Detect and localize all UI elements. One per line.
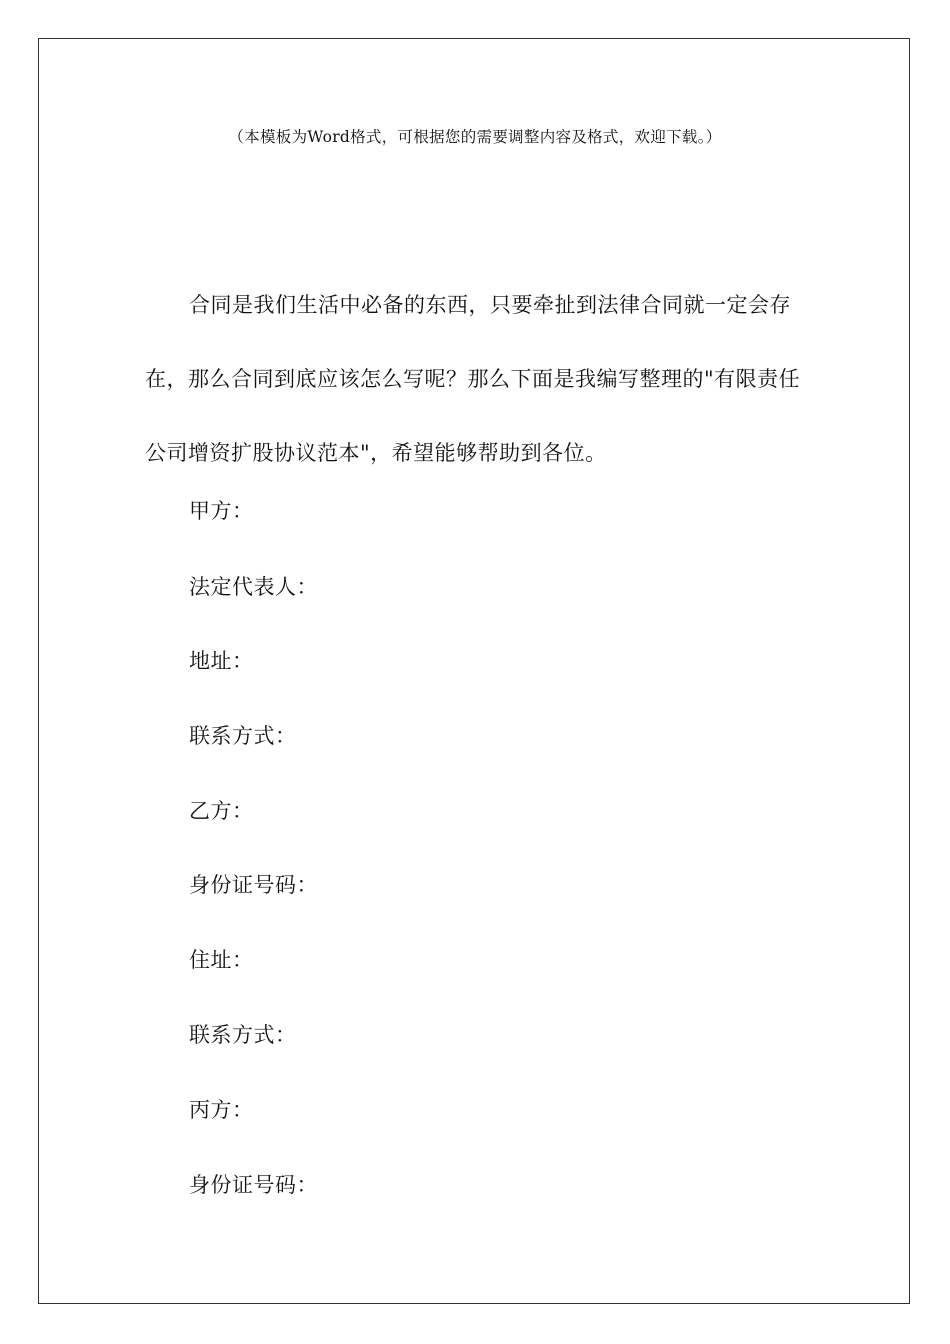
contact-label-a: 联系方式： (189, 724, 297, 748)
template-notice: （本模板为Word格式，可根据您的需要调整内容及格式，欢迎下载。） (228, 128, 722, 146)
party-a-label: 甲方： (189, 499, 254, 523)
id-number-label-b: 身份证号码： (189, 873, 318, 897)
party-c-label: 丙方： (189, 1098, 254, 1122)
party-b-label: 乙方： (189, 799, 254, 823)
intro-paragraph: 合同是我们生活中必备的东西，只要牵扯到法律合同就一定会存在，那么合同到底应该怎么写呢？那么下面是我编写整理的"有限责任公司增资扩股协议范本"，希望能够帮助到各位。 (145, 293, 801, 465)
address-label: 地址： (189, 649, 254, 673)
legal-representative-label: 法定代表人： (189, 575, 318, 599)
page-border (38, 38, 910, 1304)
residence-label-b: 住址： (189, 948, 254, 972)
id-number-label-c: 身份证号码： (189, 1173, 318, 1197)
contact-label-b: 联系方式： (189, 1023, 297, 1047)
